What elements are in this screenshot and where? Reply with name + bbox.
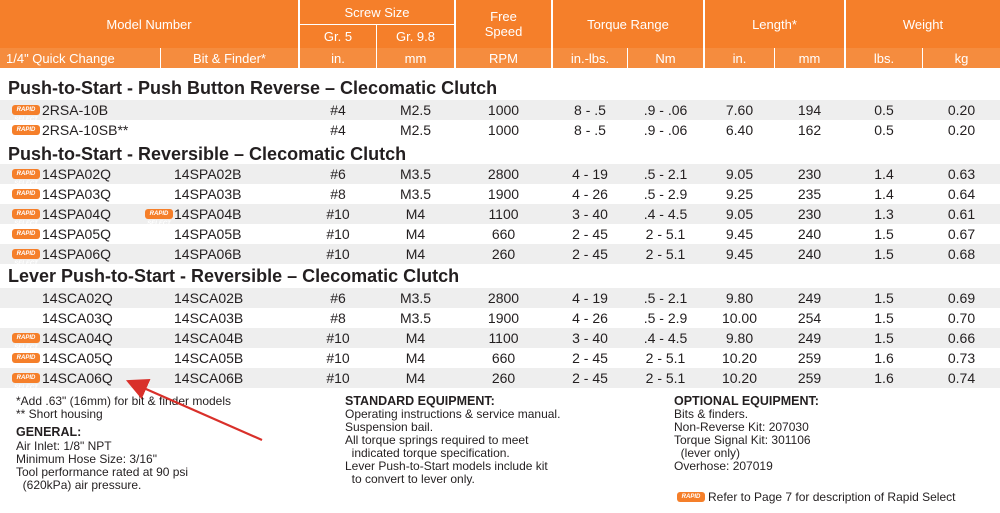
cell-inlbs: 4 - 19 [572, 166, 608, 182]
cell-len-in: 9.80 [725, 290, 754, 306]
cell-inlbs: 2 - 45 [572, 246, 608, 262]
bit-finder-model: 14SCA06B [174, 370, 244, 386]
rapid-select-icon-text: RAPID SELECT [147, 211, 171, 227]
cell-inlbs: 4 - 19 [572, 290, 608, 306]
header-screw-mm-label: mm [404, 50, 427, 66]
cell-nm: .5 - 2.9 [643, 186, 688, 202]
cell-len-in: 9.45 [725, 246, 754, 262]
model-number: 14SPA05Q [42, 226, 112, 242]
cell-rpm: 2800 [487, 290, 520, 306]
cell-inlbs: 2 - 45 [572, 226, 608, 242]
cell-inlbs: 8 - .5 [574, 102, 606, 118]
optional-line: (lever only) [674, 446, 741, 460]
cell-gr98: M2.5 [399, 122, 432, 138]
cell-kg: 0.67 [947, 226, 976, 242]
cell-gr5: #10 [326, 206, 350, 222]
rapid-select-icon-text: RAPID SELECT [679, 494, 703, 510]
cell-gr98: M4 [405, 246, 426, 262]
cell-gr98: M4 [405, 226, 426, 242]
cell-nm: 2 - 5.1 [645, 226, 686, 242]
standard-line: Suspension bail. [345, 420, 434, 434]
cell-len-mm: 254 [797, 310, 822, 326]
cell-inlbs: 4 - 26 [572, 310, 608, 326]
cell-nm: 2 - 5.1 [645, 350, 686, 366]
rapid-select-icon-text: RAPID SELECT [14, 171, 38, 187]
standard-line: indicated torque specification. [345, 446, 510, 460]
cell-rpm: 1000 [487, 122, 520, 138]
cell-rpm: 260 [491, 370, 516, 386]
bit-finder-model: 14SCA05B [174, 350, 244, 366]
cell-gr5: #10 [326, 226, 350, 242]
cell-rpm: 260 [491, 246, 516, 262]
cell-gr98: M2.5 [399, 102, 432, 118]
bit-finder-model: 14SPA04B [174, 206, 242, 222]
cell-len-mm: 230 [797, 166, 822, 182]
cell-len-in: 10.00 [721, 310, 758, 326]
rapid-select-note: Refer to Page 7 for description of Rapid Select [708, 490, 956, 504]
rapid-select-icon-text: RAPID [16, 231, 36, 237]
cell-gr98: M4 [405, 350, 426, 366]
cell-kg: 0.66 [947, 330, 976, 346]
standard-line: All torque springs required to meet [345, 433, 529, 447]
cell-len-in: 6.40 [725, 122, 754, 138]
cell-gr98: M4 [405, 370, 426, 386]
general-line: Minimum Hose Size: 3/16" [16, 452, 157, 466]
rapid-select-icon-text: RAPID SELECT [14, 375, 38, 391]
header-torque-range-label: Torque Range [587, 16, 669, 32]
rapid-select-icon-text: RAPID SELECT [14, 211, 38, 227]
cell-gr98: M3.5 [399, 186, 432, 202]
cell-nm: .5 - 2.1 [643, 290, 688, 306]
cell-lbs: 1.5 [874, 246, 894, 262]
header-free-speed-line1: Free [490, 9, 517, 24]
cell-len-mm: 259 [797, 350, 822, 366]
bit-finder-model: 14SPA06B [174, 246, 242, 262]
cell-lbs: 1.5 [874, 226, 894, 242]
cell-kg: 0.68 [947, 246, 976, 262]
header-screw-size-label: Screw Size [344, 4, 410, 20]
cell-gr5: #10 [326, 350, 350, 366]
header-length-label: Length* [752, 16, 797, 32]
cell-inlbs: 4 - 26 [572, 186, 608, 202]
section-title: Push-to-Start - Reversible – Clecomatic Clutch [8, 144, 407, 164]
cell-len-in: 10.20 [721, 370, 758, 386]
cell-gr98: M4 [405, 206, 426, 222]
cell-lbs: 1.6 [874, 370, 894, 386]
cell-rpm: 1900 [487, 310, 520, 326]
header-gr5-label: Gr. 5 [323, 29, 353, 44]
header-length-mm-label: mm [798, 50, 821, 66]
cell-kg: 0.20 [947, 122, 976, 138]
cell-gr5: #4 [330, 122, 346, 138]
optional-title-text: OPTIONAL EQUIPMENT: [674, 394, 819, 408]
header-weight-label: Weight [902, 16, 944, 32]
bit-finder-model: 14SCA03B [174, 310, 244, 326]
header-lbs-label: lbs. [873, 50, 895, 66]
model-number: 14SPA02Q [42, 166, 112, 182]
cell-lbs: 1.4 [874, 166, 894, 182]
cell-lbs: 1.5 [874, 310, 894, 326]
cell-len-in: 10.20 [721, 350, 758, 366]
cell-rpm: 1100 [488, 330, 519, 346]
header-nm-label: Nm [655, 50, 676, 66]
general-title-text: GENERAL: [16, 425, 82, 439]
cell-lbs: 1.6 [874, 350, 894, 366]
header-screw-in-label: in. [331, 50, 345, 66]
cell-len-in: 9.45 [725, 226, 754, 242]
cell-len-mm: 194 [797, 102, 822, 118]
cell-len-in: 9.25 [725, 186, 754, 202]
cell-len-mm: 230 [797, 206, 822, 222]
cell-len-mm: 235 [797, 186, 822, 202]
cell-lbs: 0.5 [874, 102, 894, 118]
cell-kg: 0.74 [947, 370, 976, 386]
model-number: 14SCA05Q [42, 350, 113, 366]
cell-len-mm: 249 [797, 330, 822, 346]
cell-len-in: 7.60 [725, 102, 754, 118]
footnote-short-housing: ** Short housing [16, 407, 103, 421]
rapid-select-icon-text: RAPID SELECT [14, 127, 38, 143]
cell-len-mm: 240 [797, 226, 822, 242]
cell-inlbs: 3 - 40 [572, 330, 608, 346]
header-model-number-label: Model Number [106, 16, 192, 32]
cell-gr5: #10 [326, 246, 350, 262]
header-rpm-label: RPM [489, 50, 518, 66]
cell-kg: 0.63 [947, 166, 976, 182]
rapid-select-icon-text: RAPID [16, 355, 36, 361]
cell-gr5: #10 [326, 330, 350, 346]
header-length-in-label: in. [732, 50, 747, 66]
cell-rpm: 1000 [487, 102, 520, 118]
cell-nm: 2 - 5.1 [645, 370, 686, 386]
cell-inlbs: 3 - 40 [572, 206, 608, 222]
header-kg-label: kg [954, 50, 969, 66]
cell-len-in: 9.05 [725, 166, 754, 182]
header-gr98-label: Gr. 9.8 [395, 29, 436, 44]
general-line: Tool performance rated at 90 psi [16, 465, 189, 479]
cell-nm: .4 - 4.5 [643, 330, 688, 346]
cell-len-mm: 240 [797, 246, 822, 262]
cell-inlbs: 2 - 45 [572, 370, 608, 386]
header-bit-finder-label: Bit & Finder* [193, 50, 266, 66]
optional-line: Non-Reverse Kit: 207030 [674, 420, 809, 434]
cell-rpm: 1900 [487, 186, 520, 202]
cell-rpm: 660 [491, 350, 516, 366]
standard-title-text: STANDARD EQUIPMENT: [345, 394, 495, 408]
model-number: 14SCA04Q [42, 330, 113, 346]
standard-line: to convert to lever only. [345, 472, 475, 486]
cell-nm: .5 - 2.9 [643, 310, 688, 326]
cell-len-mm: 249 [797, 290, 822, 306]
cell-gr98: M4 [405, 330, 426, 346]
cell-lbs: 1.5 [874, 290, 894, 306]
cell-lbs: 0.5 [874, 122, 894, 138]
cell-gr5: #6 [330, 290, 346, 306]
optional-line: Torque Signal Kit: 301106 [674, 433, 811, 447]
general-line: (620kPa) air pressure. [16, 478, 142, 492]
rapid-select-icon-text: RAPID SELECT [14, 251, 38, 267]
cell-gr98: M3.5 [399, 166, 432, 182]
cell-nm: .9 - .06 [643, 122, 688, 138]
bit-finder-model: 14SPA02B [174, 166, 242, 182]
header-in-lbs-label: in.-lbs. [570, 50, 610, 66]
cell-kg: 0.61 [947, 206, 976, 222]
cell-inlbs: 8 - .5 [574, 122, 606, 138]
cell-lbs: 1.5 [874, 330, 894, 346]
cell-lbs: 1.4 [874, 186, 894, 202]
model-number: 14SCA02Q [42, 290, 113, 306]
standard-line: Lever Push-to-Start models include kit [345, 459, 548, 473]
cell-len-in: 9.80 [725, 330, 754, 346]
model-number: 14SPA06Q [42, 246, 112, 262]
cell-gr5: #4 [330, 102, 346, 118]
footnote-length: *Add .63" (16mm) for bit & finder models [16, 394, 232, 408]
cell-gr5: #6 [330, 166, 346, 182]
standard-line: Operating instructions & service manual. [345, 407, 561, 421]
rapid-select-icon-text: RAPID SELECT [14, 107, 38, 123]
cell-rpm: 1100 [488, 206, 519, 222]
cell-gr5: #8 [330, 186, 346, 202]
cell-gr5: #10 [326, 370, 350, 386]
bit-finder-model: 14SPA05B [174, 226, 242, 242]
model-number: 14SPA04Q [42, 206, 112, 222]
model-number: 14SPA03Q [42, 186, 112, 202]
model-number: 2RSA-10SB** [42, 122, 129, 138]
bit-finder-model: 14SCA04B [174, 330, 244, 346]
cell-len-mm: 259 [797, 370, 822, 386]
cell-inlbs: 2 - 45 [572, 350, 608, 366]
section-title: Push-to-Start - Push Button Reverse – Clecomatic Clutch [8, 78, 498, 98]
cell-len-mm: 162 [797, 122, 822, 138]
cell-len-in: 9.05 [725, 206, 754, 222]
cell-gr5: #8 [330, 310, 346, 326]
cell-gr98: M3.5 [399, 290, 432, 306]
cell-rpm: 2800 [487, 166, 520, 182]
cell-nm: .4 - 4.5 [643, 206, 688, 222]
rapid-select-icon-text: RAPID [16, 191, 36, 197]
model-number: 14SCA03Q [42, 310, 113, 326]
cell-kg: 0.69 [947, 290, 976, 306]
general-line: Air Inlet: 1/8" NPT [16, 439, 112, 453]
cell-kg: 0.73 [947, 350, 976, 366]
section-title: Lever Push-to-Start - Reversible – Clecomatic Clutch [8, 266, 460, 286]
bit-finder-model: 14SPA03B [174, 186, 242, 202]
cell-kg: 0.70 [947, 310, 976, 326]
optional-line: Overhose: 207019 [674, 459, 773, 473]
bit-finder-model: 14SCA02B [174, 290, 244, 306]
cell-kg: 0.64 [947, 186, 976, 202]
model-number: 2RSA-10B [42, 102, 109, 118]
rapid-select-icon-text: RAPID SELECT [14, 335, 38, 351]
cell-gr98: M3.5 [399, 310, 432, 326]
cell-lbs: 1.3 [874, 206, 894, 222]
cell-kg: 0.20 [947, 102, 976, 118]
cell-nm: .9 - .06 [643, 102, 688, 118]
model-number: 14SCA06Q [42, 370, 113, 386]
optional-line: Bits & finders. [674, 407, 749, 421]
cell-nm: .5 - 2.1 [643, 166, 688, 182]
cell-rpm: 660 [491, 226, 516, 242]
header-quick-change-label: 1/4" Quick Change [6, 50, 115, 66]
header-free-speed-line2: Speed [484, 24, 523, 39]
cell-nm: 2 - 5.1 [645, 246, 686, 262]
